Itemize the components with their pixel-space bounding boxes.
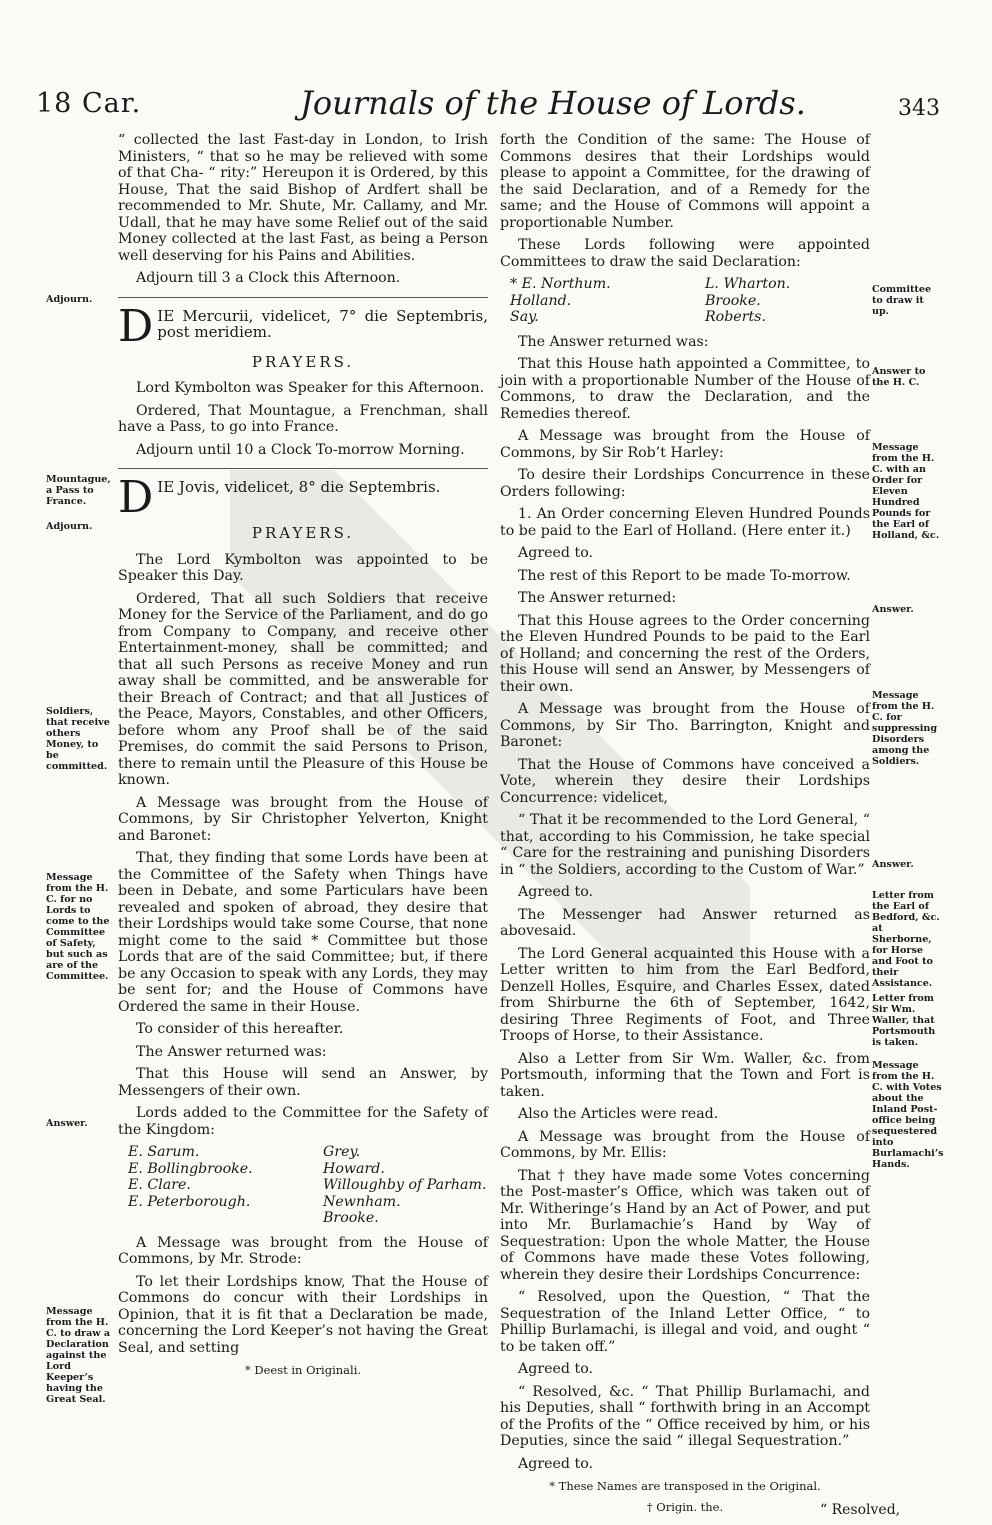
- paragraph: That the House of Commons have conceived a Vote, wherein they desire their Lordships Concurrence: videlicet,: [500, 756, 870, 806]
- margin-note: Committee to draw it up.: [872, 284, 932, 317]
- paragraph: The rest of this Report to be made To-morrow.: [518, 567, 851, 584]
- paragraph: To consider of this hereafter.: [136, 1021, 344, 1037]
- margin-note: Answer.: [872, 604, 914, 615]
- name-entry: Howard.: [323, 1160, 385, 1177]
- prayers-heading: PRAYERS.: [251, 352, 355, 371]
- margin-note: Letter from the Earl of Bedford, &c. at Sherborne, for Horse and Foot to their Assistance.: [872, 890, 940, 989]
- paragraph: The Answer returned was:: [518, 333, 709, 350]
- paragraph: That this House agrees to the Order concerning the Eleven Hundred Pounds to be paid to the Earl of Holland; and concerning the rest of the Orders, this House will send an Answer, by Messengers of their own.: [500, 612, 870, 695]
- margin-note: Letter from Sir Wm. Waller, that Portsmouth is taken.: [872, 993, 936, 1048]
- divider-rule: [118, 468, 488, 469]
- paragraph: A Message was brought from the House of Commons, by Sir Rob’t Harley:: [500, 428, 870, 461]
- paragraph: A Message was brought from the House of Commons, by Mr. Ellis:: [500, 1128, 870, 1161]
- name-entry: E. Peterborough.: [128, 1193, 251, 1210]
- paragraph: Also a Letter from Sir Wm. Waller, &c. from Portsmouth, informing that the Town and Fort is taken.: [500, 1050, 870, 1100]
- margin-note: Message from the H. C. with Votes about the Inland Post-office being sequestered into Burlamachi’s Hands.: [872, 1060, 944, 1170]
- name-entry: E. Sarum.: [128, 1144, 200, 1160]
- name-entry: [128, 1210, 293, 1227]
- paragraph: Lords added to the Committee for the Safety of the Kingdom:: [118, 1105, 488, 1138]
- paragraph: Lord Kymbolton was Speaker for this Afternoon.: [136, 380, 485, 396]
- name-list: [118, 1144, 488, 1227]
- paragraph: To let their Lordships know, That the House of Commons do concur with their Lordships in Opinion, that it is fit that a Declaration be made, concerning the Lord Keeper’s not having the Great Seal, and setting: [118, 1273, 488, 1356]
- margin-note: Message from the H. C. to draw a Declaration against the Lord Keeper’s having the Great Seal.: [46, 1306, 111, 1405]
- paragraph: That this House hath appointed a Committee, to join with a proportionable Number of the House of Commons, to draw the Declaration, and the Remedies thereof.: [500, 356, 870, 422]
- paragraph: Agreed to.: [518, 1455, 593, 1472]
- running-head-title: Journals of the House of Lords.: [300, 84, 806, 122]
- margin-note: Message from the H. C. for suppressing Disorders among the Soldiers.: [872, 690, 938, 767]
- paragraph: The Answer returned:: [518, 590, 677, 606]
- paragraph: Also the Articles were read.: [518, 1106, 719, 1122]
- paragraph: A Message was brought from the House of Commons, by Mr. Strode:: [118, 1234, 488, 1267]
- name-entry: Newnham.: [323, 1193, 401, 1210]
- paragraph: The Messenger had Answer returned as abovesaid.: [500, 906, 870, 939]
- paragraph: “ Resolved, upon the Question, “ That the Sequestration of the Inland Letter Office, “ to Phillip Burlamachi, is illegal and void, and ought “ to be taken off.”: [500, 1289, 870, 1355]
- name-entry: Holland.: [510, 292, 572, 309]
- name-entry: Brooke.: [705, 292, 761, 309]
- paragraph: Adjourn until 10 a Clock To-morrow Morning.: [136, 441, 465, 458]
- footnote: * These Names are transposed in the Original.: [549, 1479, 821, 1493]
- name-entry: Brooke.: [323, 1210, 379, 1226]
- paragraph: “ That it be recommended to the Lord General, “ that, according to his Commission, he take special “ Care for the restraining and punishing Disorders in “ the Soldiers, according to the Custom of War.”: [500, 812, 870, 878]
- name-entry: L. Wharton.: [705, 276, 791, 292]
- running-head-left: 18 Car.: [36, 88, 142, 119]
- name-list: [500, 276, 870, 326]
- drop-cap: D: [118, 307, 154, 346]
- margin-note: Answer.: [872, 859, 914, 870]
- paragraph: The Lord Kymbolton was appointed to be Speaker this Day.: [118, 551, 488, 584]
- margin-note: Answer.: [46, 1118, 88, 1129]
- paragraph: forth the Condition of the same: The House of Commons desires that their Lordships would please to appoint a Committee, for the drawing of the said Declaration, and of a Remedy for the same; and the House of Commons will appoint a proportionable Number.: [500, 132, 870, 231]
- prayers-heading: PRAYERS.: [251, 524, 355, 542]
- paragraph: “ Resolved, &c. “ That Phillip Burlamachi, and his Deputies, shall “ forthwith bring in an Accompt of the Profits of the “ Office received by him, or his Deputies, since the said “ illegal Sequestration.”: [500, 1383, 870, 1449]
- paragraph: A Message was brought from the House of Commons, by Sir Tho. Barrington, Knight and Baronet:: [500, 701, 870, 750]
- footnote: * Deest in Originali.: [244, 1363, 362, 1377]
- page-number: 343: [898, 96, 940, 121]
- paragraph: That this House will send an Answer, by Messengers of their own.: [118, 1066, 488, 1099]
- margin-note: Answer to the H. C.: [872, 366, 926, 388]
- paragraph: Agreed to.: [518, 884, 593, 900]
- margin-note: Soldiers, that receive others Money, to be committed.: [46, 706, 110, 772]
- paragraph: That † they have made some Votes concerning the Post-master’s Office, which was taken out of Mr. Witheringe’s Hand by an Act of Power, and put into Mr. Burlamachie’s Hand by Way of Sequestration: Upon the whole Matter, the House of Commons have made these Votes following, wherein they desire their Lordships Concurrence:: [500, 1167, 870, 1283]
- paragraph: 1. An Order concerning Eleven Hundred Pounds to be paid to the Earl of Holland. (Here enter it.): [500, 506, 870, 539]
- divider-rule: [118, 297, 488, 298]
- paragraph: The Answer returned was:: [136, 1043, 327, 1060]
- right-column: [500, 132, 870, 1515]
- paragraph: “ collected the last Fast-day in London, to Irish Ministers, “ that so he may be relieved with some of that Cha- “ rity:” Hereupon it is Ordered, by this House, That the said Bishop of Ardfert shall be recommended to Mr. Shute, Mr. Callamy, and Mr. Udall, that he may have some Relief out of the said Money collected at the last Fast, as being a Person well deserving for his Pains and Abilities.: [118, 132, 488, 264]
- footnote: † Origin. the.: [646, 1499, 724, 1514]
- margin-note: Adjourn.: [46, 294, 93, 305]
- name-entry: E. Bollingbrooke.: [128, 1160, 253, 1177]
- margin-note: Adjourn.: [46, 521, 93, 532]
- paragraph: These Lords following were appointed Committees to draw the said Declaration:: [500, 237, 870, 270]
- catchword: “ Resolved,: [820, 1502, 901, 1518]
- margin-note: Mountague, a Pass to France.: [46, 474, 111, 507]
- paragraph: A Message was brought from the House of Commons, by Sir Christopher Yelverton, Knight and Baronet:: [118, 794, 488, 844]
- left-column: [118, 132, 488, 1379]
- paragraph: Ordered, That Mountague, a Frenchman, shall have a Pass, to go into France.: [118, 402, 488, 435]
- paragraph: Adjourn till 3 a Clock this Afternoon.: [136, 270, 401, 286]
- name-entry: Roberts.: [705, 309, 766, 325]
- paragraph: That, they finding that some Lords have been at the Committee of the Safety when Things have been in Debate, and some Particulars have been revealed and spoken of abroad, they desire that their Lordships would take some Course, that none might come to the said * Committee but those Lords that are of the said Committee; but, if there be any Occasion to speak with any Lords, they may be sent for; and the House of Commons have Ordered the same in their House.: [118, 850, 488, 1015]
- name-entry: * E. Northum.: [510, 276, 611, 292]
- date-text: IE Jovis, videlicet, 8° die Septembris.: [157, 479, 441, 496]
- name-entry: E. Clare.: [128, 1177, 191, 1193]
- name-entry: Willoughby of Parham.: [323, 1177, 487, 1193]
- paragraph: Ordered, That all such Soldiers that receive Money for the Service of the Parliament, and do go from Company to Company, and receive other Entertainment-money, shall be committed; and that all such Persons as receive Money and run away shall be committed, and be answerable for their Breach of Contract; and that all Justices of the Peace, Mayors, Constables, and other Officers, before whom any Proof shall be of the said Premises, do commit the said Persons to Prison, there to remain until the Pleasure of this House be known.: [118, 590, 488, 788]
- name-entry: Grey.: [323, 1144, 361, 1160]
- date-heading: [118, 308, 488, 346]
- margin-note: Message from the H. C. for no Lords to come to the Committee of Safety, but such as are of the Committee.: [46, 872, 110, 982]
- paragraph: Agreed to.: [518, 1361, 593, 1377]
- margin-note: Message from the H. C. with an Order for Eleven Hundred Pounds for the Earl of Holland, &c.: [872, 442, 940, 541]
- date-text: IE Mercurii, videlicet, 7° die Septembris, post meridiem.: [157, 307, 488, 341]
- name-entry: Say.: [510, 309, 539, 325]
- paragraph: To desire their Lordships Concurrence in these Orders following:: [500, 467, 870, 500]
- paragraph: The Lord General acquainted this House with a Letter written to him from the Earl Bedford, Denzell Holles, Esquire, and Charles Essex, dated from Shirburne the 6th of September, 1642, desiring Three Regiments of Foot, and Three Troops of Horse, to their Assistance.: [500, 945, 870, 1044]
- paragraph: Agreed to.: [518, 545, 593, 561]
- date-heading: [118, 479, 488, 517]
- drop-cap: D: [118, 479, 154, 517]
